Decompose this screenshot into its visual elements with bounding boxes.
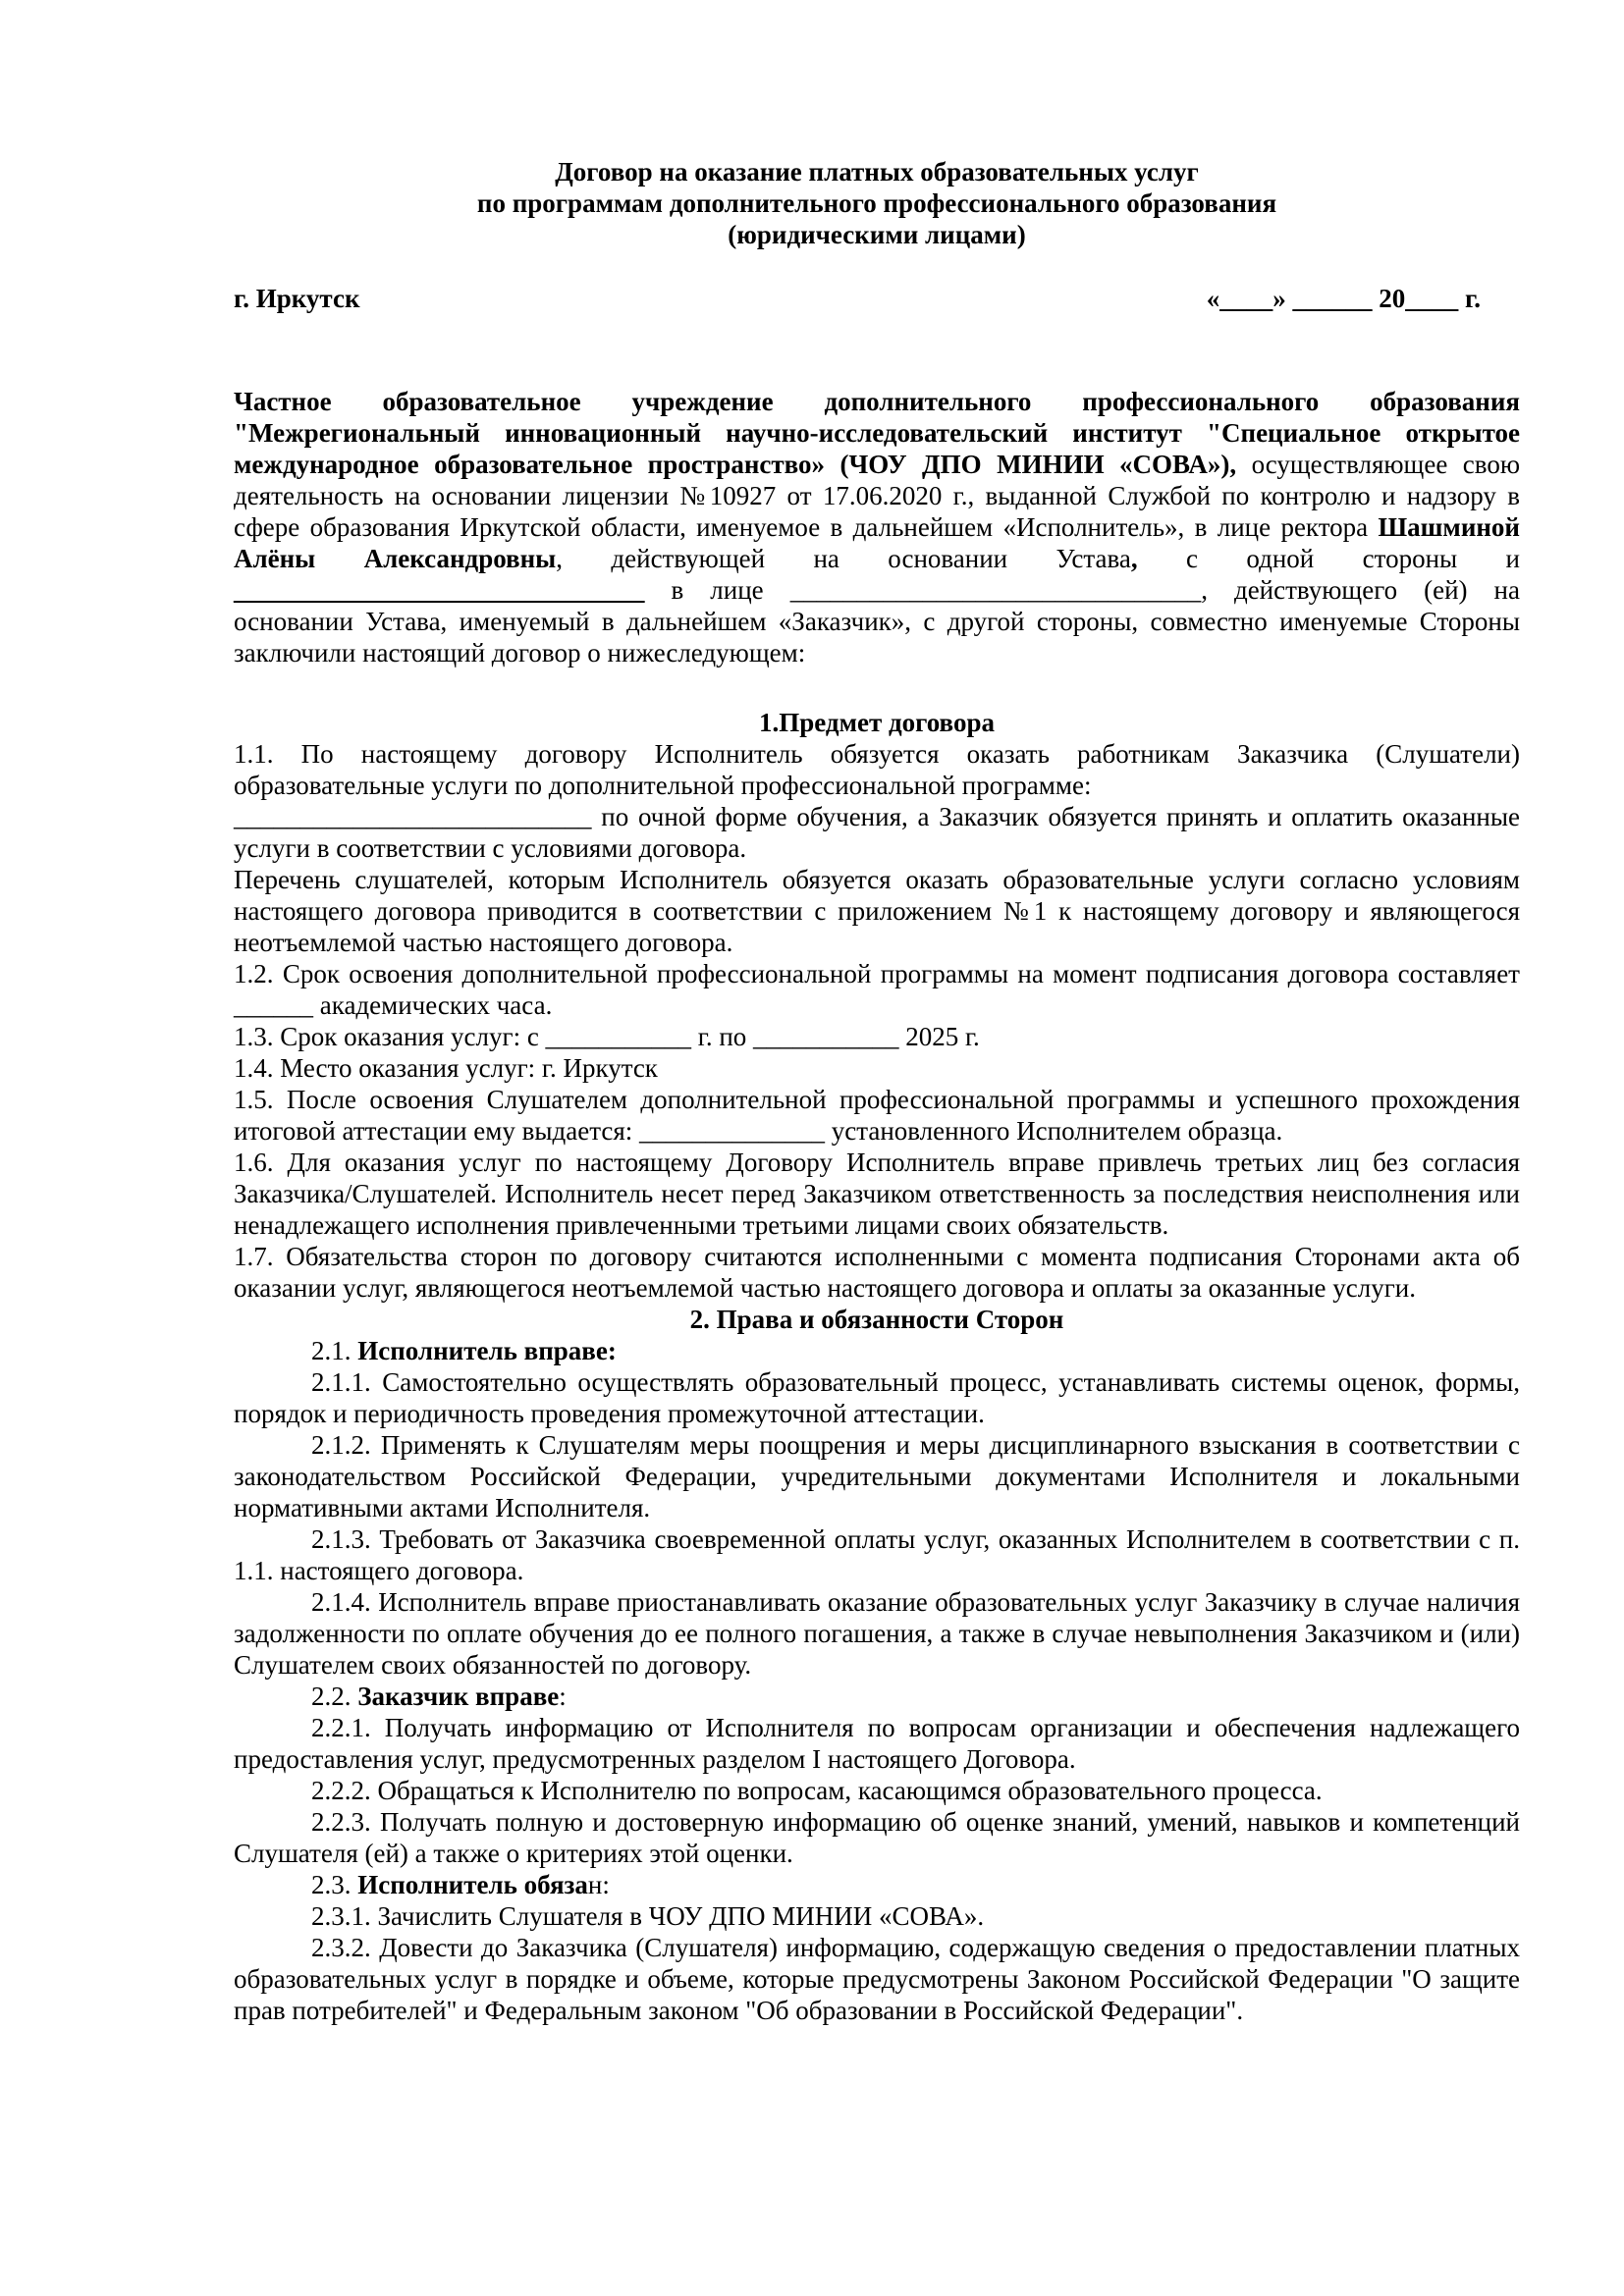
contract-date: «____» ______ 20____ г. [1206,284,1481,313]
clause-2-3-title: Исполнитель обяза [357,1870,588,1899]
clause-1-1-b-text: по очной форме обучения, а Заказчик обязуется принять и оплатить оказанные услуги в соответствии с условиями договора. [234,802,1520,863]
preamble-paragraph [234,386,1520,668]
clause-1-7: 1.7. Обязательства сторон по договору считаются исполненными с момента подписания Сторонами акта об оказании услуг, являющегося неотъемлемой частью настоящего договора и оплаты за оказанные услуги. [234,1242,1520,1303]
rector-name: Шашминой Алёны Александровны [234,512,1520,573]
title-line-2: по программам дополнительного профессионального образования [476,188,1277,218]
organization-name: Частное образовательное учреждение дополнительного профессионального образования "Межрегиональный инновационный научно-исследовательский институт "Специальное открытое международное образовательное пространство» (ЧОУ ДПО МИНИИ «СОВА»), [234,387,1520,479]
clause-2-2 [234,1681,1520,1712]
clause-1-5: 1.5. После освоения Слушателем дополнительной профессиональной программы и успешного прохождения итоговой аттестации ему выдается: ______________ установленного Исполнителем образца. [234,1085,1520,1146]
clause-1-1-a: 1.1. По настоящему договору Исполнитель обязуется оказать работникам Заказчика (Слушатели) образовательные услуги по дополнительной профессиональной программе: [234,739,1520,800]
clause-2-3-number: 2.3. [311,1870,358,1899]
program-name-blank: ___________________________ [234,802,592,831]
clause-1-4: 1.4. Место оказания услуг: г. Иркутск [234,1053,658,1083]
clause-2-3-1: 2.3.1. Зачислить Слушателя в ЧОУ ДПО МИНИИ «СОВА». [311,1901,985,1931]
title-line-1: Договор на оказание платных образовательных услуг [555,157,1199,187]
clause-2-1-number: 2.1. [311,1336,358,1365]
clause-2-1-1: 2.1.1. Самостоятельно осуществлять образовательный процесс, устанавливать системы оценок, формы, порядок и периодичность проведения промежуточной аттестации. [234,1367,1520,1428]
clause-2-1-3: 2.1.3. Требовать от Заказчика своевременной оплаты услуг, оказанных Исполнителем в соответствии с п. 1.1. настоящего договора. [234,1524,1520,1585]
clause-1-6: 1.6. Для оказания услуг по настоящему Договору Исполнитель вправе привлечь третьих лиц без согласия Заказчика/Слушателей. Исполнитель несет перед Заказчиком ответственность за последствия неисполнения или ненадлежащего исполнения привлеченными третьими лицами своих обязательств. [234,1148,1520,1240]
city: г. Иркутск [234,284,360,313]
students-list-paragraph: Перечень слушателей, которым Исполнитель обязуется оказать образовательные услуги согласно условиям настоящего договора приводится в соответствии с приложением №1 к настоящему договору и являющегося неотъемлемой частью настоящего договора. [234,865,1520,957]
clause-2-2-2: 2.2.2. Обращаться к Исполнителю по вопросам, касающимся образовательного процесса. [311,1776,1323,1805]
clause-2-1-title: Исполнитель вправе: [357,1336,617,1365]
clause-2-2-number: 2.2. [311,1682,358,1711]
customer-representative-blank: _______________________________ [789,575,1202,605]
section-2-heading: 2. Права и обязанности Сторон [689,1305,1064,1334]
preamble-text-2: , действующей на основании Устава [556,544,1131,573]
clause-1-3: 1.3. Срок оказания услуг: с ___________ г. по ___________ 2025 г. [234,1022,980,1051]
clause-2-3-2: 2.3.2. Довести до Заказчика (Слушателя) информацию, содержащую сведения о предоставлении платных образовательных услуг в порядке и объеме, которые предусмотрены Законом Российской Федерации "О защите прав потребителей" и Федеральным законом "Об образовании в Российской Федерации". [234,1933,1520,2025]
preamble-text-1: осуществляющее свою деятельность на основании лицензии №10927 от 17.06.2020 г., выданной Службой по контролю и надзору в сфере образования Иркутской области, именуемое в дальнейшем «Исполнитель», в лице ректора [234,450,1520,542]
preamble-bold-comma: , [1130,544,1138,573]
clause-2-2-3: 2.2.3. Получать полную и достоверную информацию об оценке знаний, умений, навыков и компетенций Слушателя (ей) а также о критериях этой оценки. [234,1807,1520,1868]
customer-name-blank: _______________________________ [234,575,645,605]
clause-2-3 [234,1869,1520,1900]
contract-body [234,707,1520,2026]
clause-2-2-1: 2.2.1. Получать информацию от Исполнителя по вопросам организации и обеспечения надлежащего предоставления услуг, предусмотренных разделом I настоящего Договора. [234,1713,1520,1774]
clause-1-2: 1.2. Срок освоения дополнительной профессиональной программы на момент подписания договора составляет ______ академических часа. [234,959,1520,1020]
preamble-text-3: с одной стороны и [1137,544,1520,573]
preamble-text-4: в лице [644,575,790,605]
clause-2-2-title: Заказчик вправе [357,1682,560,1711]
document-title [234,156,1520,250]
clause-2-2-colon: : [559,1682,567,1711]
clause-2-1-4: 2.1.4. Исполнитель вправе приостанавливать оказание образовательных услуг Заказчику в случае наличия задолженности по оплате обучения до ее полного погашения, а также в случае невыполнения Заказчиком и (или) Слушателем своих обязанностей по договору. [234,1587,1520,1680]
clause-2-1 [234,1335,1520,1366]
clause-1-1-b [234,801,1520,864]
preamble-text-5: , действующего (ей) на основании Устава, именуемый в дальнейшем «Заказчик», с другой стороны, совместно именуемые Стороны заключили настоящий договор о нижеследующем: [234,575,1520,667]
clause-2-1-2: 2.1.2. Применять к Слушателям меры поощрения и меры дисциплинарного взыскания в соответствии с законодательством Российской Федерации, учредительными документами Исполнителя и локальными нормативными актами Исполнителя. [234,1430,1520,1522]
title-line-3: (юридическими лицами) [728,220,1026,249]
clause-2-3-tail: н: [587,1870,610,1899]
preamble [234,386,1520,668]
section-1-heading: 1.Предмет договора [759,708,995,737]
